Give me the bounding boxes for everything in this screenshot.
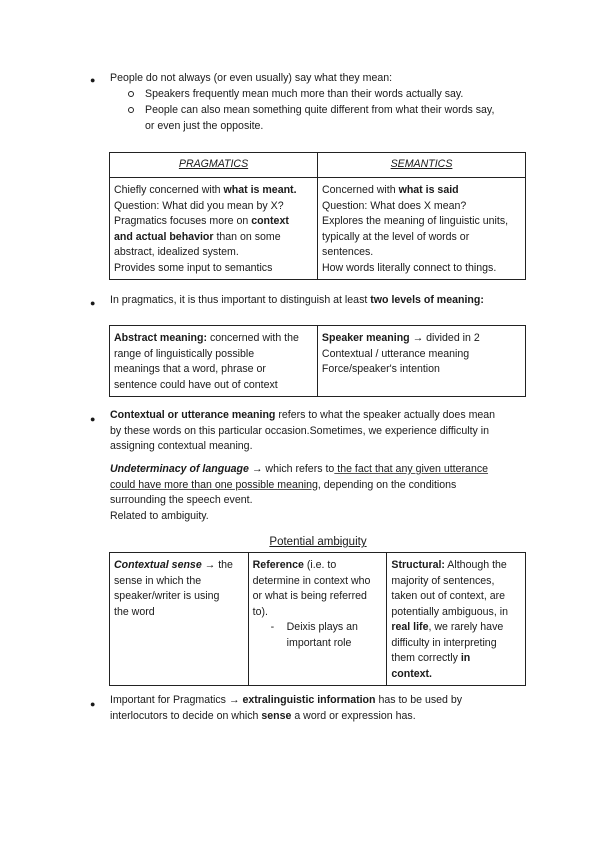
- bullet-text: In pragmatics, it is thus important to distinguish at least two levels of meaning:: [110, 294, 484, 306]
- speaker-meaning-cell: Speaker meaning → divided in 2 Contextual / utterance meaning Force/speaker's intention: [317, 326, 525, 397]
- bullet-dot: ●: [90, 414, 96, 424]
- reference-cell: Reference (i.e. to determine in context who or what is being referred to). - Deixis plays an important role: [248, 553, 387, 686]
- dash-marker: -: [270, 621, 275, 633]
- structural-cell: Structural: Although the majority of sentences, taken out of context, are potentially ambiguous, in real life, we rarely have difficulty in interpreting them correctly in context.: [387, 553, 526, 686]
- bullet-dot: ●: [90, 75, 96, 85]
- bullet-text: Contextual or utterance meaning refers to what the speaker actually does mean by these words on this particular occasion.Sometimes, we experience difficulty in assigning contextual meaning.: [110, 409, 496, 452]
- bullet-text: People do not always (or even usually) say what they mean:: [110, 72, 393, 84]
- pragmatics-cell: Chiefly concerned with what is meant. Question: What did you mean by X? Pragmatics focuses more on context and actual behavior than on some abstract, idealized system. Provides some input to semantics: [110, 178, 318, 280]
- bullet-dot: ●: [90, 298, 96, 308]
- bullet-dot: ●: [90, 699, 96, 709]
- pragmatics-semantics-table: [109, 152, 526, 280]
- ambiguity-table: [109, 552, 526, 686]
- sub-bullet-text: Speakers frequently mean much more than their words actually say.: [145, 88, 464, 100]
- meaning-levels-table: [109, 325, 526, 397]
- semantics-cell: Concerned with what is said Question: What does X mean? Explores the meaning of linguistic units, typically at the level of words or sentences. How words literally connect to things.: [318, 178, 526, 280]
- header-pragmatics: PRAGMATICS: [110, 153, 318, 178]
- sub-bullet: [128, 107, 134, 113]
- abstract-meaning-cell: Abstract meaning: concerned with the range of linguistically possible meanings that a word, phrase or sentence could have out of context: [110, 326, 318, 397]
- sub-bullet: [128, 91, 134, 97]
- undeterminacy-paragraph: Undeterminacy of language → which refers to the fact that any given utterance could have more than one possible meaning, depending on the conditions surrounding the speech event. Related to ambiguity.: [110, 463, 489, 522]
- header-semantics: SEMANTICS: [318, 153, 526, 178]
- bullet-text: Important for Pragmatics → extralinguistic information has to be used by interlocutors to decide on which sense a word or expression has.: [110, 694, 463, 722]
- contextual-sense-cell: Contextual sense → the sense in which the speaker/writer is using the word: [110, 553, 249, 686]
- ambiguity-title: Potential ambiguity: [269, 536, 367, 548]
- sub-bullet-text: People can also mean something quite different from what their words say, or even just the opposite.: [145, 104, 495, 132]
